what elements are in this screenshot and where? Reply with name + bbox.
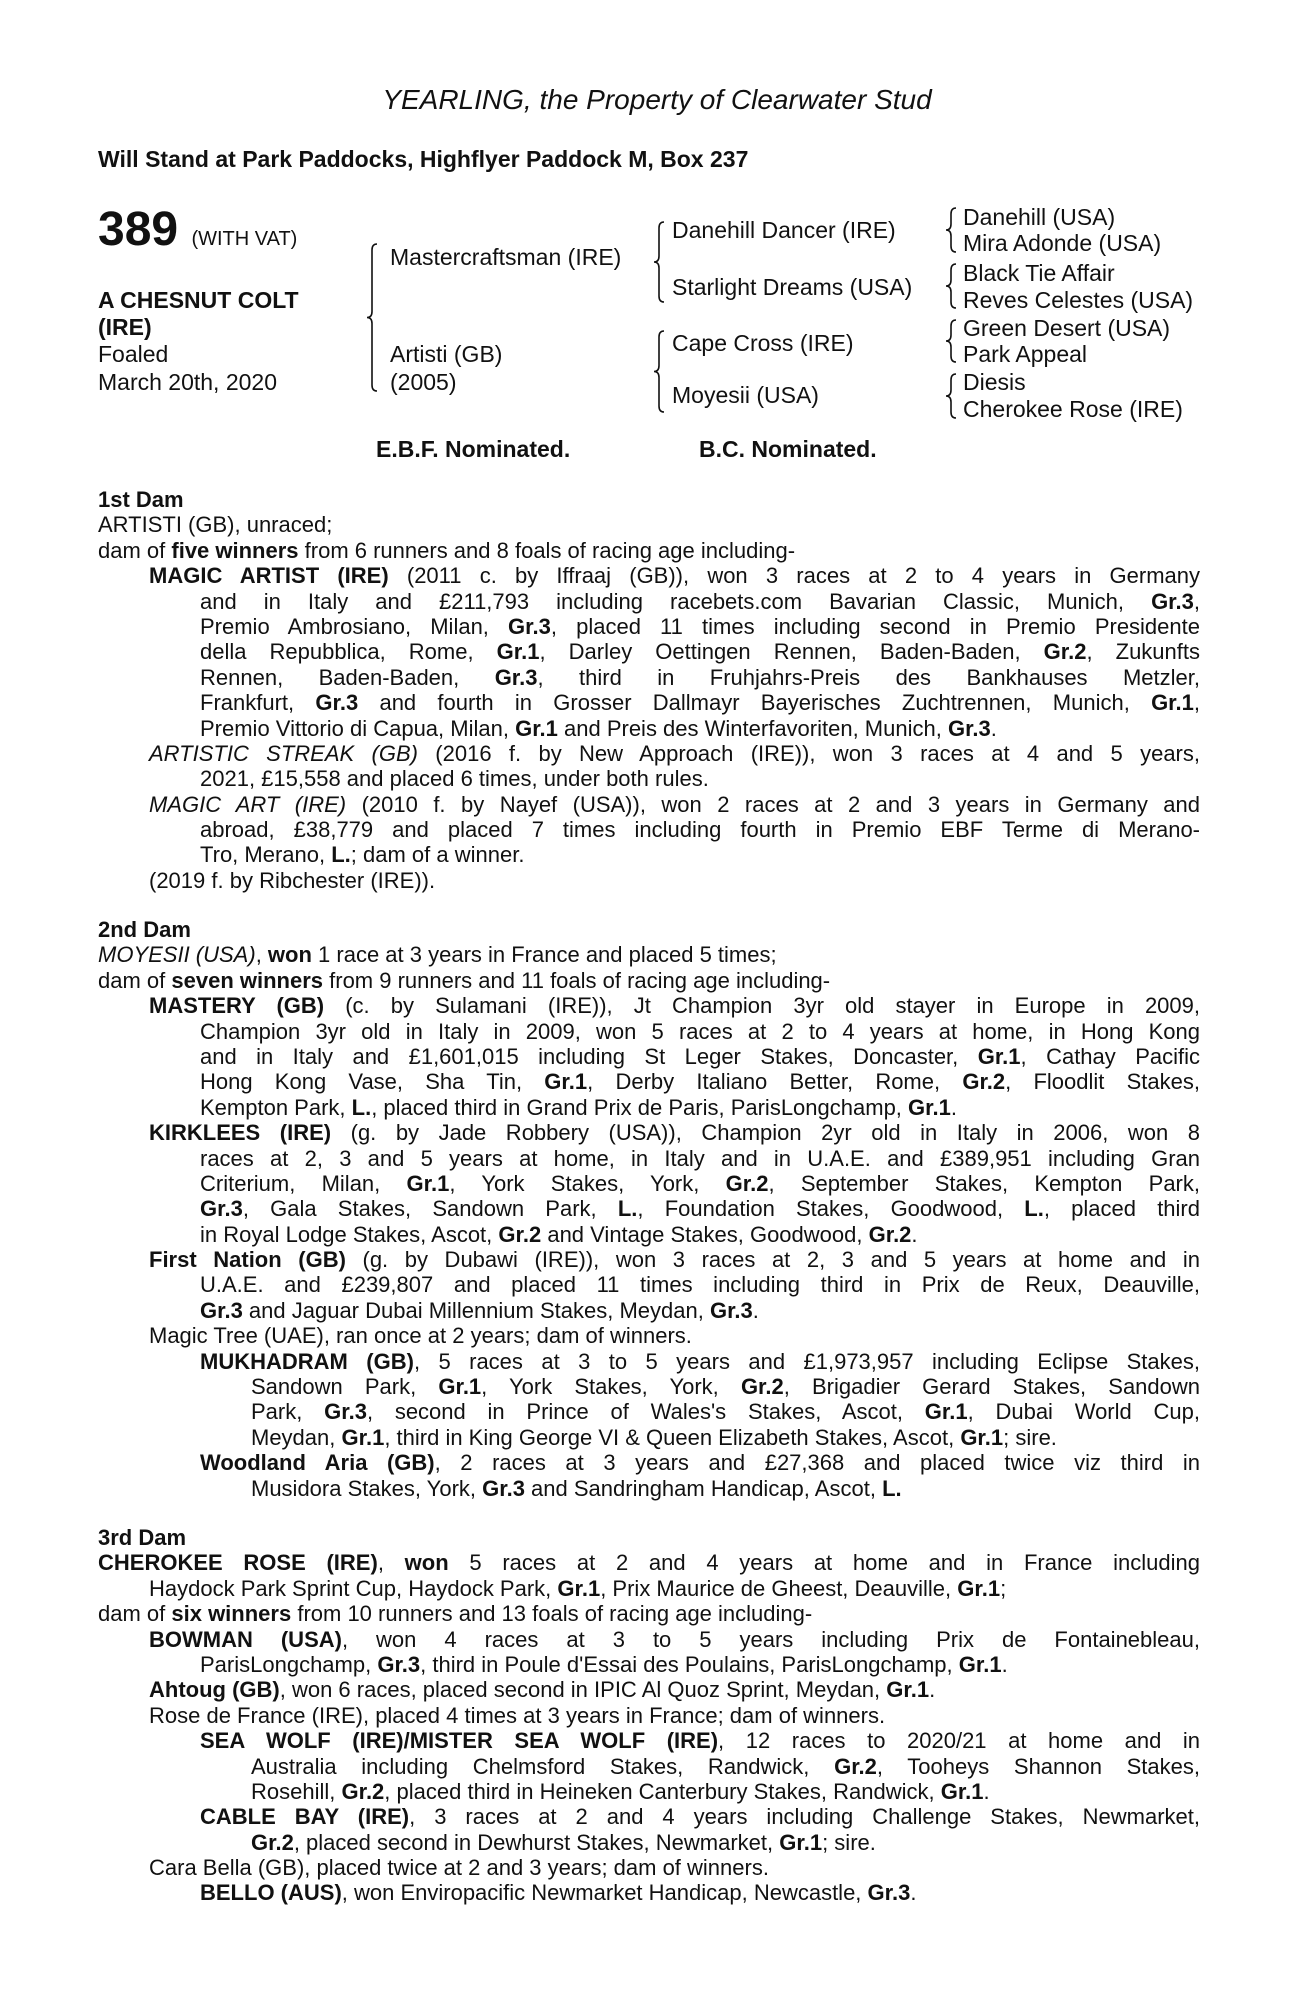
text-line xyxy=(0,1550,1200,1575)
bold-text: seven winners xyxy=(171,967,324,993)
text-line xyxy=(0,639,1200,664)
text-run: 1 race at 3 years in France and placed 5 times; xyxy=(311,942,777,968)
text-run: , second in Prince of Wales's Stakes, Ascot, xyxy=(366,1399,925,1425)
text-run: abroad, £38,779 and placed 7 times including fourth in Premio EBF Terme di Merano- xyxy=(200,817,1200,843)
text-run: , Foundation Stakes, Goodwood, xyxy=(637,1196,1025,1222)
pedigree-gen3: Green Desert (USA) xyxy=(963,315,1171,341)
pedigree-gen3: Danehill (USA) xyxy=(963,204,1116,230)
text-line xyxy=(0,1146,1200,1171)
bold-text: MASTERY (GB) xyxy=(149,993,325,1019)
bold-text: CABLE BAY (IRE) xyxy=(200,1804,410,1830)
produce-entry xyxy=(0,1728,1314,1804)
section-heading: 3rd Dam xyxy=(98,1525,187,1550)
bold-text: five winners xyxy=(171,537,299,563)
bold-text: Gr.3 xyxy=(377,1651,421,1677)
text-line xyxy=(0,1069,1200,1094)
text-run: , Brigadier Gerard Stakes, Sandown xyxy=(783,1374,1201,1400)
text-run: ; sire. xyxy=(822,1829,876,1855)
brace-icon xyxy=(946,208,956,252)
text-line xyxy=(0,817,1200,842)
produce-entry xyxy=(0,1627,1314,1678)
bc-nomination: B.C. Nominated. xyxy=(699,436,877,462)
bold-text: Gr.1 xyxy=(341,1424,385,1450)
lot-number: 389 xyxy=(98,203,179,256)
text-run: , Cathay Pacific xyxy=(1020,1043,1201,1069)
brace-icon xyxy=(654,222,664,302)
bold-text: won xyxy=(404,1550,449,1576)
text-run: . xyxy=(1001,1651,1008,1677)
bold-text: Gr.1 xyxy=(1151,690,1194,716)
stand-location: Will Stand at Park Paddocks, Highflyer Paddock M, Box 237 xyxy=(98,146,749,172)
text-run: , xyxy=(1193,588,1200,614)
text-run: Criterium, Milan, xyxy=(200,1170,407,1196)
text-line xyxy=(0,1120,1200,1145)
text-run: , placed third in Heineken Canterbury Stakes, Randwick, xyxy=(384,1778,941,1804)
produce-entry xyxy=(0,1120,1314,1247)
produce-entry xyxy=(0,1247,1314,1323)
text-line xyxy=(0,1095,1200,1120)
text-run: , placed second in Dewhurst Stakes, Newmarket, xyxy=(293,1829,780,1855)
text-line xyxy=(0,1627,1200,1652)
text-run: . xyxy=(752,1297,759,1323)
dam-summary xyxy=(0,1601,1314,1626)
text-run: Rosehill, xyxy=(251,1778,342,1804)
bold-text: six winners xyxy=(171,1601,292,1627)
text-run: Premio Ambrosiano, Milan, xyxy=(200,613,509,639)
bold-text: Gr.1 xyxy=(940,1778,984,1804)
text-line xyxy=(0,766,1200,791)
pedigree-gen3: Mira Adonde (USA) xyxy=(963,230,1162,256)
text-line xyxy=(0,1830,1200,1855)
text-run: , third in Poule d'Essai des Poulains, ParisLongchamp, xyxy=(420,1651,959,1677)
italic-text: MAGIC ART (IRE) xyxy=(149,791,347,817)
bold-text: Gr.1 xyxy=(779,1829,823,1855)
bold-text: Gr.2 xyxy=(251,1829,294,1855)
produce-entry xyxy=(0,1804,1314,1855)
text-run: Sandown Park, xyxy=(251,1374,439,1400)
text-run: , third in King George VI & Queen Elizabeth Stakes, Ascot, xyxy=(384,1424,961,1450)
text-run: , York Stakes, York, xyxy=(449,1170,726,1196)
bold-text: Gr.3 xyxy=(508,613,551,639)
bold-text: SEA WOLF (IRE)/MISTER SEA WOLF (IRE) xyxy=(200,1728,719,1754)
text-line xyxy=(0,1804,1200,1829)
bold-text: Gr.3 xyxy=(709,1297,753,1323)
text-run: , won 4 races at 3 to 5 years including Prix de Fontainebleau, xyxy=(341,1626,1200,1652)
bold-text: BELLO (AUS) xyxy=(200,1880,342,1906)
section-heading: 1st Dam xyxy=(98,487,184,512)
brace-icon xyxy=(946,264,956,308)
pedigree-gen3: Black Tie Affair xyxy=(963,260,1115,286)
dam-summary xyxy=(0,538,1314,563)
pedigree-gen3: Cherokee Rose (IRE) xyxy=(963,396,1183,422)
text-run: (2016 f. by New Approach (IRE)), won 3 races at 4 and 5 years, xyxy=(417,740,1200,766)
bold-text: CHEROKEE ROSE (IRE) xyxy=(98,1550,378,1576)
bold-text: Ahtoug (GB) xyxy=(149,1677,280,1703)
text-line xyxy=(0,868,1200,893)
pedigree-gen3: Park Appeal xyxy=(963,341,1088,367)
produce-entry xyxy=(0,1703,1314,1728)
text-line xyxy=(0,1323,1200,1348)
text-line xyxy=(0,1298,1200,1323)
text-run: , Prix Maurice de Gheest, Deauville, xyxy=(600,1575,958,1601)
text-run: Tro, Merano, xyxy=(200,842,332,868)
bold-text: Gr.1 xyxy=(957,1575,1001,1601)
bold-text: L. xyxy=(1024,1196,1044,1222)
bold-text: Gr.2 xyxy=(498,1221,542,1247)
text-run: ; xyxy=(1000,1575,1007,1601)
text-run: and in Italy and £1,601,015 including St Leger Stakes, Doncaster, xyxy=(200,1043,978,1069)
text-run: (2011 c. by Iffraaj (GB)), won 3 races at 2 to 4 years in Germany xyxy=(388,563,1201,589)
text-run: ; sire. xyxy=(1003,1424,1057,1450)
text-run: U.A.E. and £239,807 and placed 11 times including third in Prix de Reux, Deauville, xyxy=(200,1272,1200,1298)
text-line xyxy=(0,1652,1200,1677)
text-run: , Darley Oettingen Rennen, Baden-Baden, xyxy=(539,639,1044,665)
italic-text: ARTISTIC STREAK (GB) xyxy=(149,740,418,766)
brace-icon xyxy=(654,331,664,412)
bold-text: MAGIC ARTIST (IRE) xyxy=(149,563,389,589)
produce-entry xyxy=(0,1855,1314,1880)
bold-text: L. xyxy=(882,1475,902,1501)
bold-text: Gr.1 xyxy=(557,1575,601,1601)
brace-icon xyxy=(367,244,377,391)
pedigree-gen3: Diesis xyxy=(963,369,1026,395)
text-line xyxy=(0,1779,1200,1804)
text-line xyxy=(0,1171,1200,1196)
pedigree-sire: Mastercraftsman (IRE) xyxy=(390,244,622,270)
text-line xyxy=(0,563,1200,588)
bold-text: Gr.2 xyxy=(341,1778,385,1804)
text-run: Australia including Chelmsford Stakes, Randwick, xyxy=(251,1753,835,1779)
text-line xyxy=(0,842,1200,867)
section-heading: 2nd Dam xyxy=(98,917,191,942)
text-run: and Vintage Stakes, Goodwood, xyxy=(541,1221,869,1247)
text-run: Haydock Park Sprint Cup, Haydock Park, xyxy=(149,1575,558,1601)
text-run: , September Stakes, Kempton Park, xyxy=(768,1170,1200,1196)
text-run: Frankfurt, xyxy=(200,690,316,716)
horse-description: A CHESNUT COLT xyxy=(98,287,299,313)
text-line xyxy=(0,716,1200,741)
text-run: Park, xyxy=(251,1399,325,1425)
text-run: 2021, £15,558 and placed 6 times, under both rules. xyxy=(200,766,709,792)
bold-text: L. xyxy=(351,1094,372,1120)
bold-text: Gr.3 xyxy=(324,1399,367,1425)
text-line xyxy=(0,1425,1200,1450)
brace-icon xyxy=(946,320,956,362)
bold-text: Woodland Aria (GB) xyxy=(200,1450,435,1476)
ebf-nomination: E.B.F. Nominated. xyxy=(376,436,571,462)
text-run: , xyxy=(1193,690,1200,716)
text-line xyxy=(0,1196,1200,1221)
text-run: 5 races at 2 and 4 years at home and in France including xyxy=(448,1550,1200,1576)
text-run: , 12 races to 2020/21 at home and in xyxy=(718,1728,1201,1754)
text-line xyxy=(0,1044,1200,1069)
text-run: Musidora Stakes, York, xyxy=(251,1475,483,1501)
text-line xyxy=(0,1019,1200,1044)
text-run: Kempton Park, xyxy=(200,1094,352,1120)
text-run: , won 6 races, placed second in IPIC Al Quoz Sprint, Meydan, xyxy=(279,1677,887,1703)
text-line xyxy=(0,1728,1200,1753)
bold-text: Gr.1 xyxy=(496,639,540,665)
text-run: Hong Kong Vase, Sha Tin, xyxy=(200,1069,545,1095)
bold-text: KIRKLEES (IRE) xyxy=(149,1120,332,1146)
text-run: dam of xyxy=(98,967,172,993)
bold-text: Gr.2 xyxy=(868,1221,912,1247)
text-run: , placed 11 times including second in Premio Presidente xyxy=(550,613,1200,639)
bold-text: L. xyxy=(617,1196,638,1222)
horse-country: (IRE) xyxy=(98,314,152,340)
text-run: Rose de France (IRE), placed 4 times at 3 years in France; dam of winners. xyxy=(149,1702,886,1728)
text-run: and in Italy and £211,793 including racebets.com Bavarian Classic, Munich, xyxy=(200,588,1152,614)
text-run: ARTISTI (GB), unraced; xyxy=(98,512,333,538)
text-run: from 9 runners and 11 foals of racing age including- xyxy=(323,967,831,993)
text-line xyxy=(0,942,1200,967)
text-run: . xyxy=(950,1094,957,1120)
text-run: Cara Bella (GB), placed twice at 2 and 3 years; dam of winners. xyxy=(149,1855,769,1881)
catalogue-title: YEARLING, the Property of Clearwater Stud xyxy=(382,84,932,115)
text-line xyxy=(0,690,1200,715)
text-line xyxy=(0,1349,1200,1374)
text-run: , Zukunfts xyxy=(1086,639,1201,665)
text-run: dam of xyxy=(98,537,172,563)
bold-text: Gr.3 xyxy=(494,664,538,690)
pedigree-gen3: Reves Celestes (USA) xyxy=(963,287,1194,313)
text-run: , xyxy=(377,1550,405,1576)
bold-text: BOWMAN (USA) xyxy=(149,1626,342,1652)
text-run: , 3 races at 2 and 4 years including Challenge Stakes, Newmarket, xyxy=(409,1804,1201,1830)
text-run: , Derby Italiano Better, Rome, xyxy=(587,1069,963,1095)
bold-text: Gr.3 xyxy=(867,1880,911,1906)
pedigree-dam-year: (2005) xyxy=(390,369,457,395)
first-dam-section xyxy=(0,487,1314,893)
text-run: races at 2, 3 and 5 years at home, in Italy and in U.A.E. and £389,951 including Gran xyxy=(200,1145,1200,1171)
text-run: . xyxy=(929,1677,936,1703)
bold-text: MUKHADRAM (GB) xyxy=(200,1348,414,1374)
text-run: , Tooheys Shannon Stakes, xyxy=(876,1753,1201,1779)
text-line xyxy=(0,1272,1200,1297)
bold-text: Gr.3 xyxy=(200,1196,243,1222)
produce-entry xyxy=(0,1349,1314,1451)
pedigree-braces xyxy=(0,0,1314,430)
bold-text: Gr.1 xyxy=(406,1170,450,1196)
text-run: from 10 runners and 13 foals of racing age including- xyxy=(291,1601,813,1627)
text-line xyxy=(0,512,1200,537)
pedigree-sire-sire: Danehill Dancer (IRE) xyxy=(672,217,896,243)
bold-text: Gr.2 xyxy=(962,1069,1006,1095)
text-run: . xyxy=(983,1778,990,1804)
text-line xyxy=(0,1374,1200,1399)
bold-text: Gr.1 xyxy=(544,1069,588,1095)
bold-text: Gr.1 xyxy=(924,1399,968,1425)
produce-entry xyxy=(0,741,1314,792)
second-dam-section xyxy=(0,917,1314,1501)
text-line xyxy=(0,614,1200,639)
text-line xyxy=(0,1399,1200,1424)
text-line xyxy=(0,538,1200,563)
produce-entry xyxy=(0,1677,1314,1702)
text-run: , 5 races at 3 to 5 years and £1,973,957 including Eclipse Stakes, xyxy=(413,1348,1200,1374)
text-run: , 2 races at 3 years and £27,368 and placed twice viz third in xyxy=(434,1450,1200,1476)
text-run: , Gala Stakes, Sandown Park, xyxy=(242,1196,618,1222)
bold-text: Gr.2 xyxy=(740,1374,784,1400)
text-run: , York Stakes, York, xyxy=(481,1374,741,1400)
text-run: Rennen, Baden-Baden, xyxy=(200,664,495,690)
text-run: Champion 3yr old in Italy in 2009, won 5 races at 2 to 4 years at home, in Hong Kong xyxy=(200,1018,1200,1044)
text-run: (2019 f. by Ribchester (IRE)). xyxy=(149,867,436,893)
produce-entry xyxy=(0,868,1314,893)
bold-text: Gr.3 xyxy=(482,1475,525,1501)
text-line xyxy=(0,1754,1200,1779)
text-run: . xyxy=(910,1880,917,1906)
text-line xyxy=(0,792,1200,817)
bold-text: Gr.3 xyxy=(200,1297,243,1323)
text-line xyxy=(0,968,1200,993)
text-run: dam of xyxy=(98,1601,172,1627)
bold-text: Gr.1 xyxy=(908,1094,951,1120)
text-line xyxy=(0,1247,1200,1272)
bold-text: Gr.2 xyxy=(725,1170,769,1196)
text-line xyxy=(0,1880,1200,1905)
italic-text: MOYESII (USA) xyxy=(98,942,256,968)
bold-text: Gr.2 xyxy=(834,1753,877,1779)
third-dam-section xyxy=(0,1525,1314,1906)
foaled-label: Foaled xyxy=(98,341,169,367)
text-line xyxy=(0,589,1200,614)
bold-text: Gr.2 xyxy=(1043,639,1087,665)
text-run: , Floodlit Stakes, xyxy=(1005,1069,1200,1095)
bold-text: Gr.1 xyxy=(958,1651,1002,1677)
bold-text: won xyxy=(267,942,312,968)
bold-text: Gr.1 xyxy=(977,1043,1021,1069)
bold-text: Gr.1 xyxy=(960,1424,1004,1450)
bold-text: L. xyxy=(331,842,351,868)
text-line xyxy=(0,665,1200,690)
produce-entry xyxy=(0,792,1314,868)
text-line xyxy=(0,1476,1200,1501)
produce-entry xyxy=(0,1323,1314,1348)
text-run: Magic Tree (UAE), ran once at 2 years; dam of winners. xyxy=(149,1323,692,1349)
text-run: , Dubai World Cup, xyxy=(967,1399,1200,1425)
text-run: Premio Vittorio di Capua, Milan, xyxy=(200,715,516,741)
foaled-date: March 20th, 2020 xyxy=(98,369,278,395)
bold-text: Gr.3 xyxy=(1151,588,1194,614)
text-run: and Preis des Winterfavoriten, Munich, xyxy=(557,715,948,741)
text-run: . xyxy=(990,715,997,741)
pedigree-dam: Artisti (GB) xyxy=(390,341,503,367)
text-run: Meydan, xyxy=(251,1424,342,1450)
dam-summary xyxy=(0,968,1314,993)
vat-note: (WITH VAT) xyxy=(191,228,298,250)
dam-summary xyxy=(0,512,1314,537)
produce-entry xyxy=(0,563,1314,741)
produce-entry xyxy=(0,1450,1314,1501)
text-run: , won Enviropacific Newmarket Handicap, Newcastle, xyxy=(341,1880,868,1906)
text-run: ; dam of a winner. xyxy=(350,842,525,868)
text-run: from 6 runners and 8 foals of racing age including- xyxy=(298,537,796,563)
bold-text: Gr.1 xyxy=(438,1374,482,1400)
text-line xyxy=(0,1855,1200,1880)
bold-text: Gr.3 xyxy=(947,715,991,741)
text-line xyxy=(0,741,1200,766)
dam-summary xyxy=(0,1550,1314,1601)
text-run: in Royal Lodge Stakes, Ascot, xyxy=(200,1221,499,1247)
produce-entry xyxy=(0,993,1314,1120)
text-line xyxy=(0,1703,1200,1728)
text-run: . xyxy=(911,1221,918,1247)
text-run: della Repubblica, Rome, xyxy=(200,639,497,665)
text-run: , third in Fruhjahrs-Preis des Bankhauses Metzler, xyxy=(537,664,1200,690)
pedigree-dam-dam: Moyesii (USA) xyxy=(672,382,819,408)
text-line xyxy=(0,1601,1200,1626)
text-run: and Jaguar Dubai Millennium Stakes, Meydan, xyxy=(242,1297,710,1323)
dam-summary xyxy=(0,942,1314,967)
text-run: , xyxy=(255,942,268,968)
text-line xyxy=(0,1576,1200,1601)
text-run: and Sandringham Handicap, Ascot, xyxy=(524,1475,883,1501)
brace-icon xyxy=(946,374,956,418)
text-run: (g. by Dubawi (IRE)), won 3 races at 2, 3 and 5 years at home and in xyxy=(345,1247,1200,1273)
bold-text: First Nation (GB) xyxy=(149,1247,346,1273)
bold-text: Gr.3 xyxy=(315,690,359,716)
text-run: (2010 f. by Nayef (USA)), won 2 races at 2 and 3 years in Germany and xyxy=(346,791,1200,817)
text-line xyxy=(0,1450,1200,1475)
text-run: and fourth in Grosser Dallmayr Bayerisches Zuchtrennen, Munich, xyxy=(358,690,1152,716)
text-run: , placed third xyxy=(1043,1196,1200,1222)
text-run: , placed third in Grand Prix de Paris, ParisLongchamp, xyxy=(371,1094,909,1120)
text-run: (c. by Sulamani (IRE)), Jt Champion 3yr old stayer in Europe in 2009, xyxy=(324,993,1200,1019)
pedigree-sire-dam: Starlight Dreams (USA) xyxy=(672,274,913,300)
text-line xyxy=(0,993,1200,1018)
text-run: ParisLongchamp, xyxy=(200,1651,378,1677)
text-line xyxy=(0,1222,1200,1247)
text-run: (g. by Jade Robbery (USA)), Champion 2yr old in Italy in 2006, won 8 xyxy=(331,1120,1200,1146)
text-line xyxy=(0,1677,1200,1702)
pedigree-dam-sire: Cape Cross (IRE) xyxy=(672,330,854,356)
bold-text: Gr.1 xyxy=(515,715,558,741)
bold-text: Gr.1 xyxy=(886,1677,930,1703)
produce-entry xyxy=(0,1880,1314,1905)
